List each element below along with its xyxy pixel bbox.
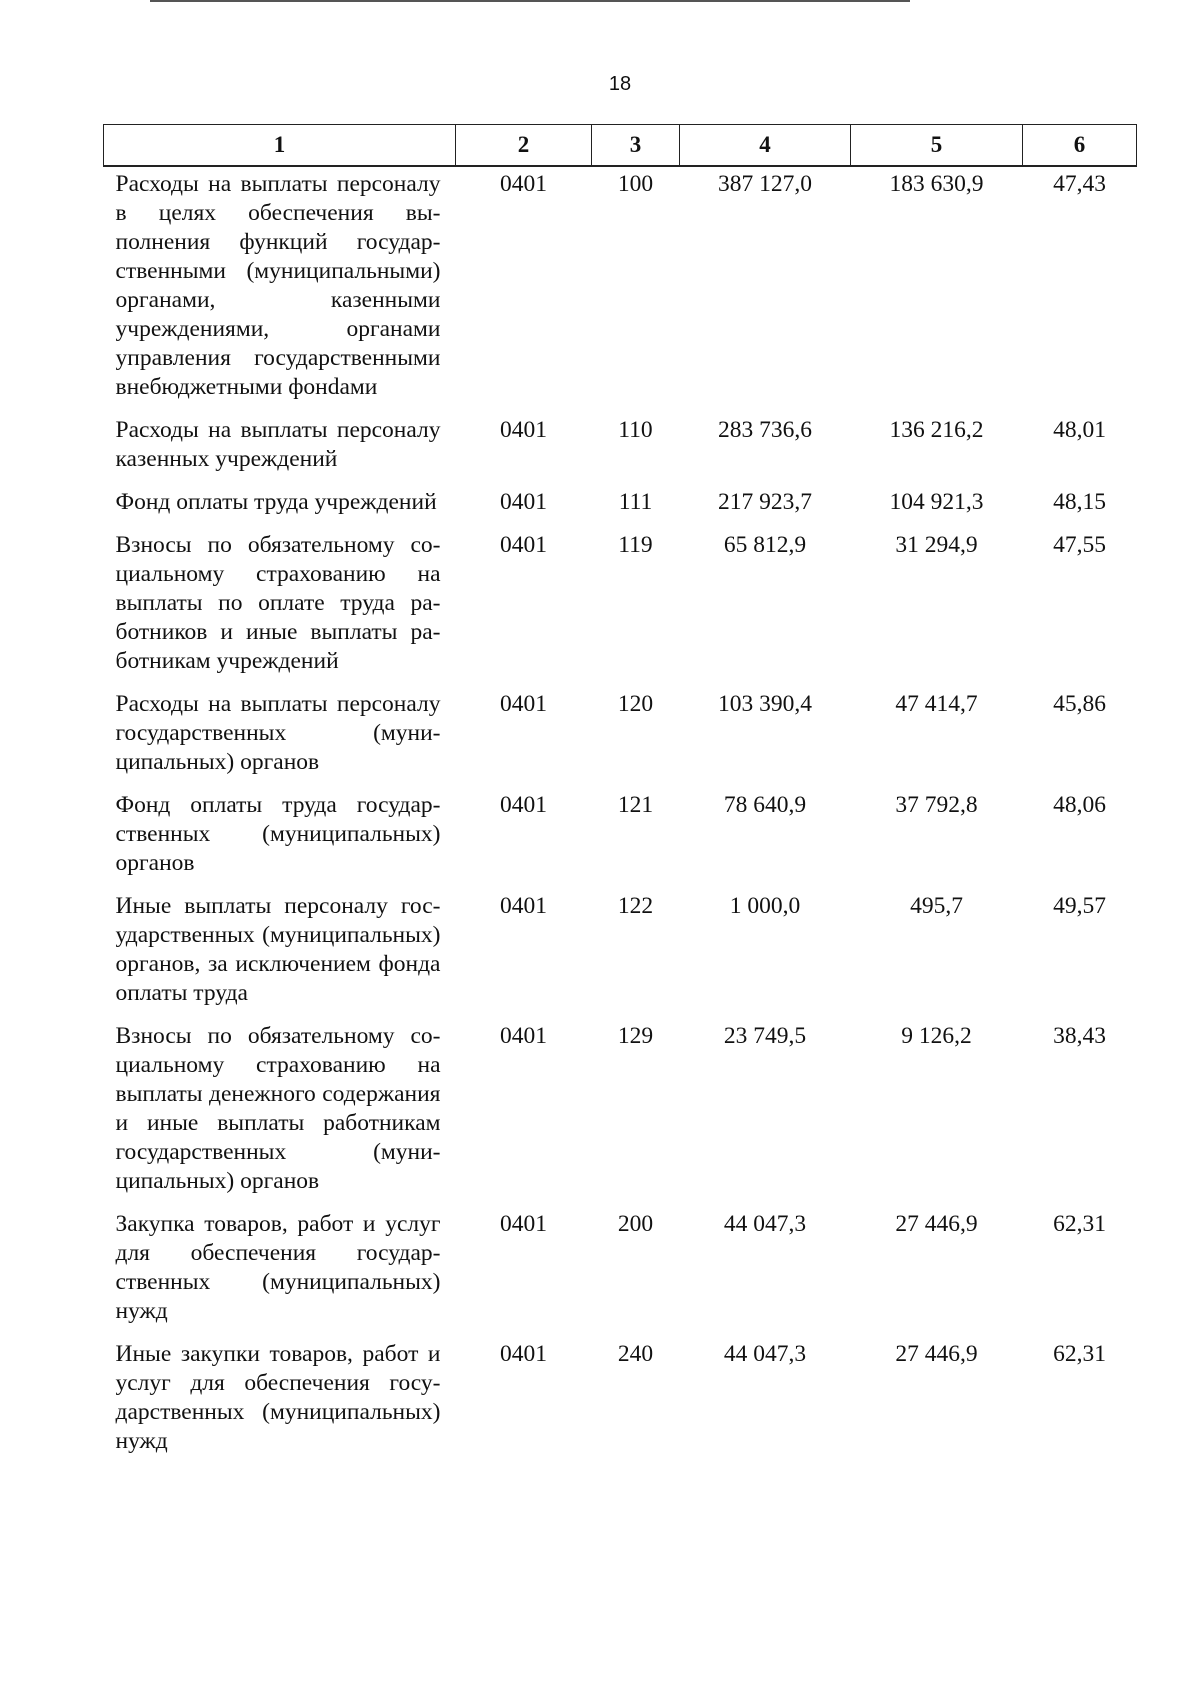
- expense-name-cell: Иные выплаты персоналу государственных (муниципальных) органов, за исключением фонда оплаты труда: [115, 893, 441, 1006]
- executed-amount-cell: 136 216,2: [889, 417, 984, 443]
- execution-percent-cell: 45,86: [1053, 691, 1106, 717]
- column-header-5: 5: [851, 125, 1023, 167]
- top-edge-rule: [150, 0, 910, 2]
- execution-percent-cell: 48,15: [1053, 489, 1106, 515]
- execution-percent-cell: 48,06: [1053, 792, 1106, 818]
- budget-table: [103, 124, 1137, 1467]
- expense-name-cell: Взносы по обязательному социальному страхованию на выплаты по оплате труда работников и иные выплаты работникам учреждений: [115, 532, 441, 674]
- planned-amount-cell: 387 127,0: [718, 171, 812, 197]
- executed-amount-cell: 183 630,9: [889, 171, 984, 197]
- section-code-cell: 0401: [500, 792, 547, 818]
- expense-name-cell: Расходы на выплаты персоналу государственных (муниципальных) органов: [115, 691, 441, 775]
- expense-type-code-cell: 129: [617, 1023, 654, 1049]
- planned-amount-cell: 1 000,0: [729, 893, 801, 919]
- section-code-cell: 0401: [500, 1341, 547, 1367]
- table-row: [104, 413, 1137, 485]
- executed-amount-cell: 37 792,8: [895, 792, 978, 818]
- executed-amount-cell: 27 446,9: [895, 1211, 978, 1237]
- expense-name-cell: Взносы по обязательному социальному страхованию на выплаты денежного содержания и иные выплаты работникам государственных (муниципальных) органов: [115, 1023, 441, 1194]
- table-row: [104, 1337, 1137, 1467]
- table-row: [104, 687, 1137, 788]
- header-row: [104, 125, 1137, 167]
- expense-type-code-cell: 100: [617, 171, 654, 197]
- execution-percent-cell: 47,55: [1053, 532, 1106, 558]
- expense-name-cell: Иные закупки товаров, работ и услуг для обеспечения государственных (муниципальных) нужд: [115, 1341, 441, 1454]
- column-header-4: 4: [680, 125, 851, 167]
- column-header-1: 1: [104, 125, 456, 167]
- expense-type-code-cell: 119: [618, 532, 653, 558]
- column-header-6: 6: [1023, 125, 1137, 167]
- planned-amount-cell: 44 047,3: [723, 1341, 807, 1367]
- expense-name-cell: Фонд оплаты труда государственных (муниципальных) органов: [115, 792, 441, 876]
- planned-amount-cell: 103 390,4: [718, 691, 812, 717]
- executed-amount-cell: 31 294,9: [895, 532, 978, 558]
- execution-percent-cell: 47,43: [1053, 171, 1106, 197]
- column-header-2: 2: [456, 125, 592, 167]
- section-code-cell: 0401: [500, 489, 547, 515]
- expense-name-cell: Закупка товаров, работ и услуг для обеспечения государственных (муниципальных) нужд: [115, 1211, 441, 1324]
- expense-name-cell: Фонд оплаты труда учреждений: [115, 489, 437, 515]
- page-number: 18: [608, 73, 632, 95]
- table-row: [104, 166, 1137, 413]
- executed-amount-cell: 9 126,2: [901, 1023, 972, 1049]
- table-row: [104, 485, 1137, 528]
- expense-type-code-cell: 122: [617, 893, 654, 919]
- execution-percent-cell: 62,31: [1053, 1341, 1106, 1367]
- section-code-cell: 0401: [500, 171, 547, 197]
- table-row: [104, 788, 1137, 889]
- section-code-cell: 0401: [500, 1211, 547, 1237]
- section-code-cell: 0401: [500, 1023, 547, 1049]
- expense-type-code-cell: 121: [617, 792, 654, 818]
- executed-amount-cell: 104 921,3: [889, 489, 984, 515]
- execution-percent-cell: 49,57: [1053, 893, 1106, 919]
- planned-amount-cell: 65 812,9: [723, 532, 807, 558]
- expense-type-code-cell: 110: [618, 417, 653, 443]
- expense-type-code-cell: 120: [617, 691, 654, 717]
- expense-name-cell: Расходы на выплаты персоналу казенных учреждений: [115, 417, 441, 472]
- planned-amount-cell: 78 640,9: [723, 792, 807, 818]
- expense-name-cell: Расходы на выплаты персоналу в целях обеспечения выполнения функций государственными (муниципальными) органами, казенными учреждениями, органами управления государственными внебюджетными фонdами: [115, 171, 441, 400]
- executed-amount-cell: 47 414,7: [895, 691, 978, 717]
- execution-percent-cell: 38,43: [1053, 1023, 1106, 1049]
- expense-type-code-cell: 240: [617, 1341, 654, 1367]
- executed-amount-cell: 27 446,9: [895, 1341, 978, 1367]
- execution-percent-cell: 48,01: [1053, 417, 1106, 443]
- section-code-cell: 0401: [500, 532, 547, 558]
- section-code-cell: 0401: [500, 691, 547, 717]
- planned-amount-cell: 44 047,3: [723, 1211, 807, 1237]
- execution-percent-cell: 62,31: [1053, 1211, 1106, 1237]
- section-code-cell: 0401: [500, 417, 547, 443]
- table-row: [104, 1019, 1137, 1207]
- planned-amount-cell: 283 736,6: [718, 417, 812, 443]
- table-row: [104, 528, 1137, 687]
- planned-amount-cell: 23 749,5: [723, 1023, 807, 1049]
- table-row: [104, 889, 1137, 1019]
- planned-amount-cell: 217 923,7: [718, 489, 812, 515]
- table-row: [104, 1207, 1137, 1337]
- expense-type-code-cell: 111: [618, 489, 653, 515]
- expense-type-code-cell: 200: [617, 1211, 654, 1237]
- column-header-3: 3: [592, 125, 680, 167]
- section-code-cell: 0401: [500, 893, 547, 919]
- executed-amount-cell: 495,7: [910, 893, 963, 919]
- table-body: [104, 166, 1137, 1467]
